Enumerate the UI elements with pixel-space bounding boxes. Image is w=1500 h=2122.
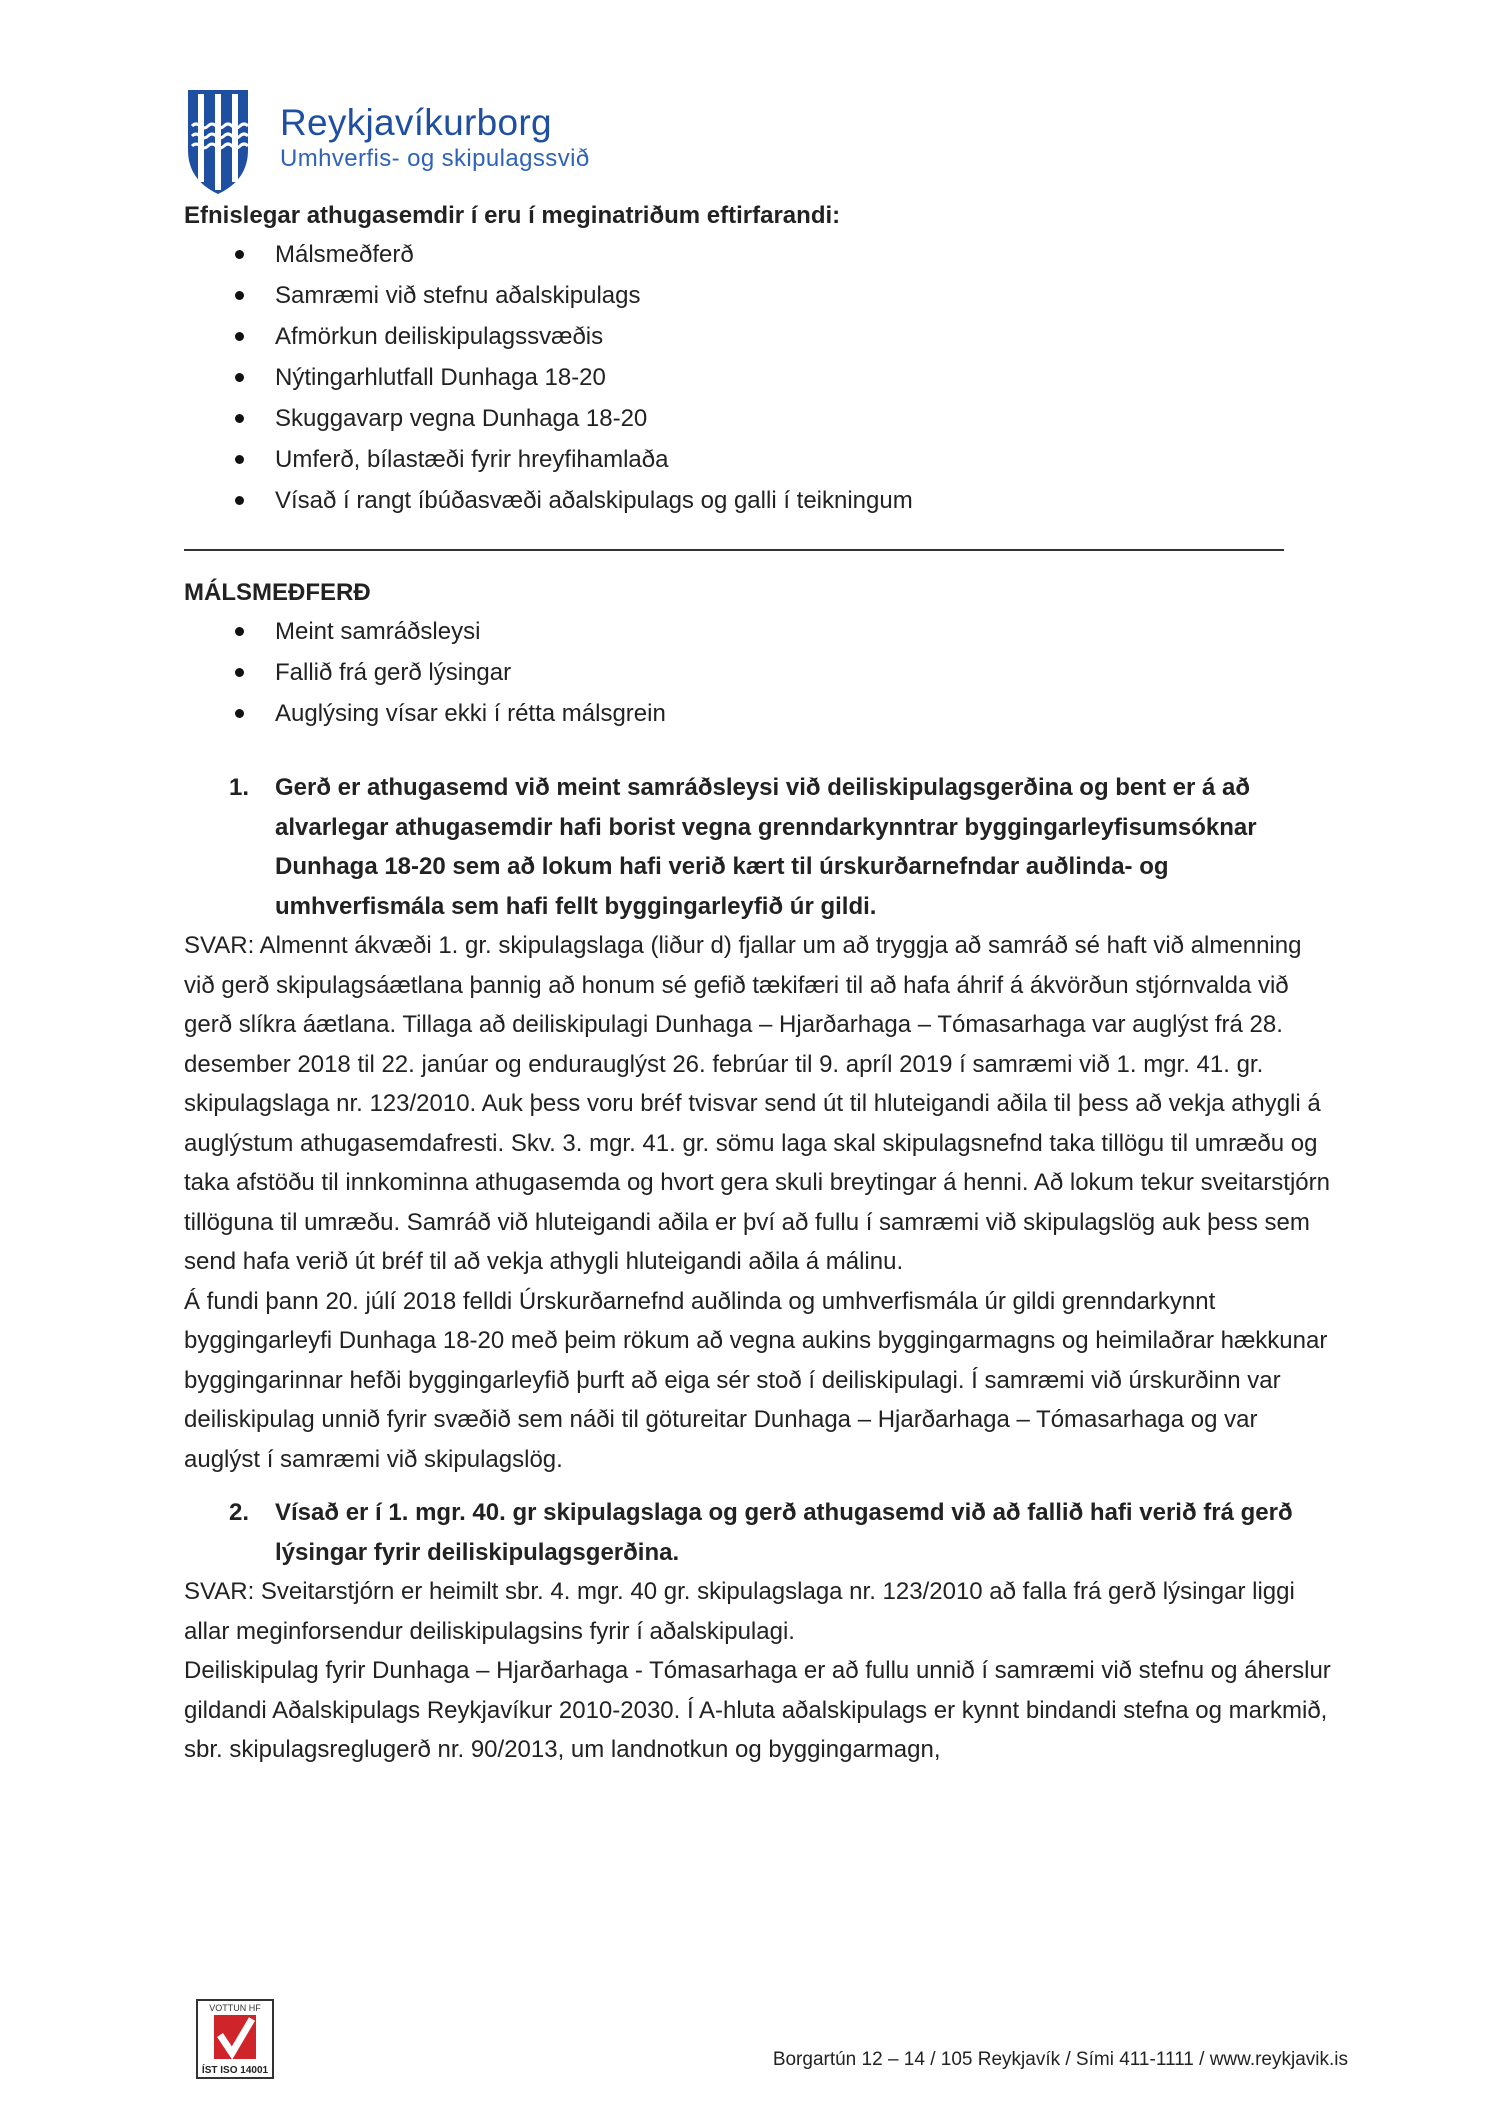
reykjavik-crest-icon <box>184 88 252 196</box>
list-item: Skuggavarp vegna Dunhaga 18-20 <box>184 398 1334 439</box>
list-item: Afmörkun deiliskipulagssvæðis <box>184 316 1334 357</box>
question-text: Gerð er athugasemd við meint samráðsleysi við deiliskipulagsgerðina og bent er á að alvarlegar athugasemdir hafi borist vegna grenndarkynntrar byggingarleyfisumsóknar Dunhaga 18-20 sem að lokum hafi verið kært til úrskurðarnefndar auðlinda- og umhverfismála sem hafi fellt byggingarleyfið úr gildi. <box>275 774 1257 920</box>
intro-bullet-list <box>184 234 1334 521</box>
question-number: 2. <box>229 1499 250 1526</box>
answer-1-followup: Á fundi þann 20. júlí 2018 felldi Úrskurðarnefnd auðlinda og umhverfismála úr gildi grenndarkynnt byggingarleyfi Dunhaga 18-20 með þeim rökum að vegna aukins byggingarmagns og heimilaðrar hækkunar byggingarinnar hefði byggingarleyfið þurft að eiga sér stoð í deiliskipulagi. Í samræmi við úrskurðinn var deiliskipulag unnið fyrir svæðið sem náði til götureitar Dunhaga – Hjarðarhaga – Tómasarhaga og var auglýst í samræmi við skipulagslög. <box>184 1287 1328 1473</box>
list-item: Auglýsing vísar ekki í rétta málsgrein <box>184 693 1334 734</box>
cert-bottom-label: ÍST ISO 14001 <box>201 2065 269 2076</box>
list-item: Samræmi við stefnu aðalskipulags <box>184 275 1334 316</box>
organization-name: Reykjavíkurborg <box>280 102 552 143</box>
answer-2-followup: Deiliskipulag fyrir Dunhaga – Hjarðarhaga - Tómasarhaga er að fullu unnið í samræmi við stefnu og áherslur gildandi Aðalskipulags Reykjavíkur 2010-2030. Í A-hluta aðalskipulags er kynnt bindandi stefna og markmið, sbr. skipulagsreglugerð nr. 90/2013, um landnotkun og byggingarmagn, <box>184 1657 1331 1763</box>
list-item: Fallið frá gerð lýsingar <box>184 652 1334 693</box>
document-body <box>184 198 1334 1770</box>
question-text: Vísað er í 1. mgr. 40. gr skipulagslaga og gerð athugasemd við að fallið hafi verið frá gerð lýsingar fyrir deiliskipulagsgerðina. <box>275 1499 1293 1566</box>
list-item: Málsmeðferð <box>184 234 1334 275</box>
list-item: Meint samráðsleysi <box>184 611 1334 652</box>
list-item: Umferð, bílastæði fyrir hreyfihamlaða <box>184 439 1334 480</box>
question-2 <box>184 1493 1334 1572</box>
question-number: 1. <box>229 774 250 801</box>
list-item: Nýtingarhlutfall Dunhaga 18-20 <box>184 357 1334 398</box>
section-bullet-list <box>184 611 1334 734</box>
list-item: Vísað í rangt íbúðasvæði aðalskipulags og galli í teikningum <box>184 480 1334 521</box>
question-1 <box>184 768 1334 926</box>
horizontal-divider <box>184 549 1284 551</box>
letterhead <box>184 88 784 198</box>
iso-14001-certification-icon <box>196 1999 274 2079</box>
footer-address: Borgartún 12 – 14 / 105 Reykjavík / Sími 411-1111 / www.reykjavik.is <box>772 2049 1348 2070</box>
department-name: Umhverfis- og skipulagssvið <box>280 145 590 172</box>
intro-lead: Efnislegar athugasemdir í eru í meginatriðum eftirfarandi: <box>184 202 841 229</box>
cert-top-label: VOTTUN HF <box>209 2003 261 2013</box>
answer-2: SVAR: Sveitarstjórn er heimilt sbr. 4. mgr. 40 gr. skipulagslaga nr. 123/2010 að falla frá gerð lýsingar liggi allar meginforsendur deiliskipulagsins fyrir í aðalskipulagi. <box>184 1578 1295 1645</box>
answer-1: SVAR: Almennt ákvæði 1. gr. skipulagslaga (liður d) fjallar um að tryggja að samráð sé haft við almenning við gerð skipulagsáætlana þannig að honum sé gefið tækifæri til að hafa áhrif á ákvörðun stjórnvalda við gerð slíkra áætlana. Tillaga að deiliskipulagi Dunhaga – Hjarðarhaga – Tómasarhaga var auglýst frá 28. desember 2018 til 22. janúar og endurauglýst 26. febrúar til 9. apríl 2019 í samræmi við 1. mgr. 41. gr. skipulagslaga nr. 123/2010. Auk þess voru bréf tvisvar send út til hluteigandi aðila til þess að vekja athygli á auglýstum athugasemdafresti. Skv. 3. mgr. 41. gr. sömu laga skal skipulagsnefnd taka tillögu til umræðu og taka afstöðu til innkominna athugasemda og hvort gera skuli breytingar á henni. Að lokum tekur sveitarstjórn tillöguna til umræðu. Samráð við hluteigandi aðila er því að fullu í samræmi við skipulagslög auk þess sem send hafa verið út bréf til að vekja athygli hluteigandi aðila á málinu. <box>184 932 1330 1275</box>
section-title: MÁLSMEÐFERÐ <box>184 579 371 606</box>
